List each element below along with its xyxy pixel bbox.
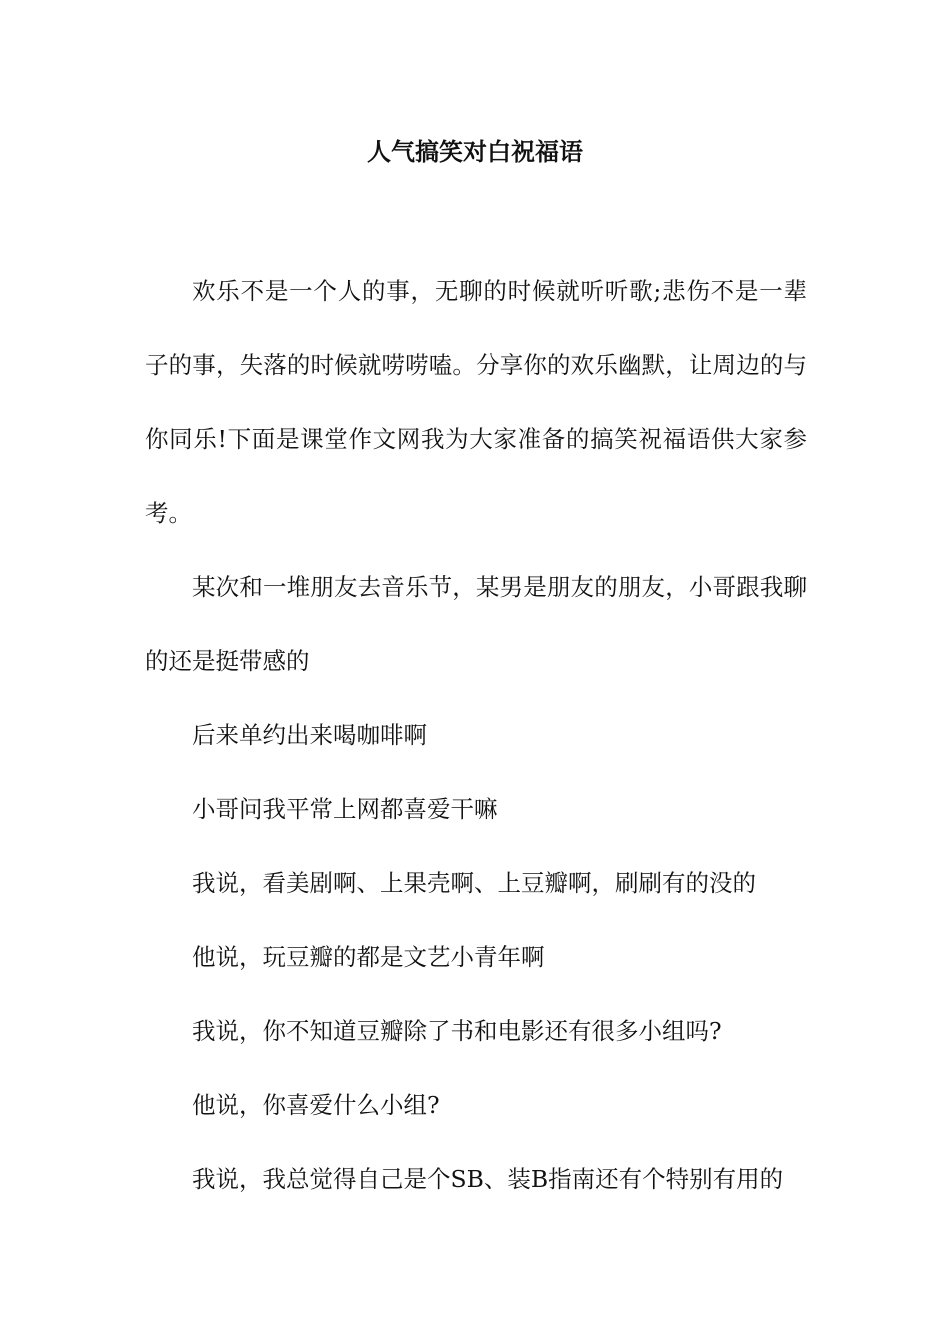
paragraph: 欢乐不是一个人的事，无聊的时候就听听歌;悲伤不是一辈子的事，失落的时候就唠唠嗑。分享你的欢乐幽默，让周边的与你同乐!下面是课堂作文网我为大家准备的搞笑祝福语供大家参考。 [145,277,807,527]
paragraph: 后来单约出来喝咖啡啊 [192,721,427,749]
document-body [145,254,807,1216]
paragraph: 小哥问我平常上网都喜爱干嘛 [192,795,498,823]
paragraph: 我说，我总觉得自己是个SB、装B指南还有个特别有用的 [192,1165,784,1193]
paragraph: 他说，玩豆瓣的都是文艺小青年啊 [192,943,545,971]
paragraph: 他说，你喜爱什么小组? [192,1091,440,1119]
document-title: 人气搞笑对白祝福语 [367,137,583,166]
paragraph: 我说，你不知道豆瓣除了书和电影还有很多小组吗? [192,1017,722,1045]
paragraph: 某次和一堆朋友去音乐节，某男是朋友的朋友，小哥跟我聊的还是挺带感的 [145,573,807,675]
paragraph: 我说，看美剧啊、上果壳啊、上豆瓣啊，刷刷有的没的 [192,869,756,897]
